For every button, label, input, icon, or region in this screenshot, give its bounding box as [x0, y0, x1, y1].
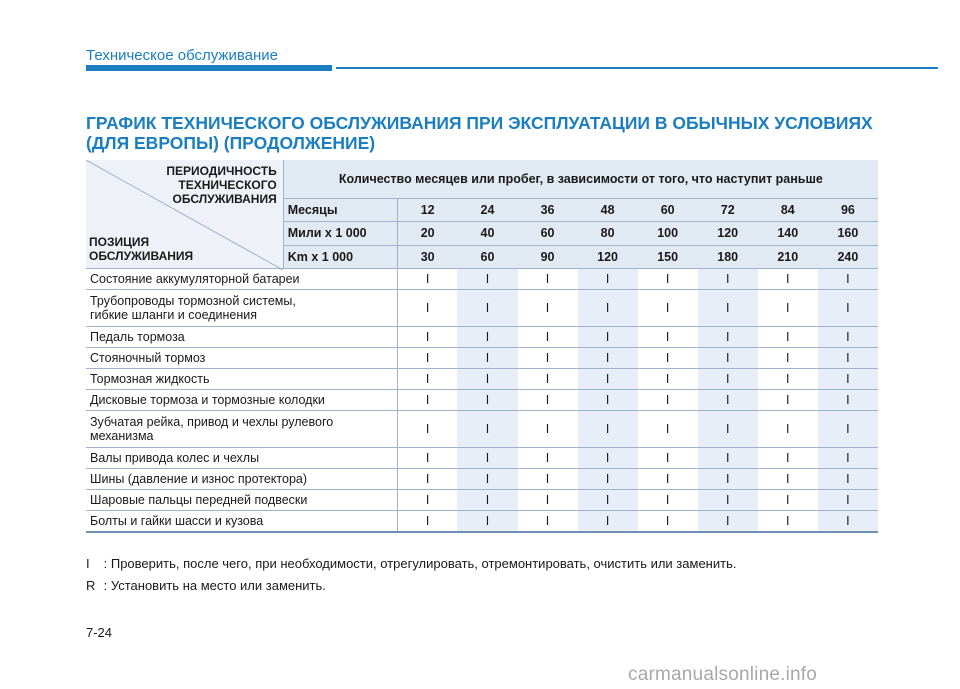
item-value: I [758, 411, 818, 448]
item-name-line: Стояночный тормоз [90, 351, 206, 365]
interval-header: Количество месяцев или пробег, в зависимости от того, что наступит раньше [283, 160, 878, 198]
interval-value: 150 [638, 245, 698, 269]
item-value: I [638, 327, 698, 348]
item-value: I [818, 411, 878, 448]
item-value: I [818, 448, 878, 469]
item-value: I [758, 369, 818, 390]
item-name [86, 490, 397, 511]
interval-value: 84 [758, 198, 818, 222]
item-value: I [397, 390, 457, 411]
item-value: I [818, 327, 878, 348]
corner-label-interval [166, 164, 276, 206]
interval-value: 96 [818, 198, 878, 222]
interval-row-label: Km x 1 000 [283, 245, 397, 269]
item-value: I [457, 490, 517, 511]
item-value: I [397, 290, 457, 327]
corner-top-line: ОБСЛУЖИВАНИЯ [172, 192, 277, 206]
item-value: I [698, 411, 758, 448]
item-value: I [698, 469, 758, 490]
item-value: I [818, 369, 878, 390]
item-value: I [698, 390, 758, 411]
item-name [86, 369, 397, 390]
item-name [86, 269, 397, 290]
item-name-line: Педаль тормоза [90, 330, 185, 344]
item-value: I [457, 369, 517, 390]
item-name-line: механизма [90, 429, 154, 443]
interval-value: 80 [578, 222, 638, 246]
table-row [86, 411, 878, 448]
item-value: I [758, 290, 818, 327]
table-body [86, 160, 878, 532]
item-value: I [457, 327, 517, 348]
item-name [86, 411, 397, 448]
legend-key: R [86, 578, 96, 593]
item-value: I [397, 269, 457, 290]
item-value: I [638, 448, 698, 469]
item-name-line: Зубчатая рейка, привод и чехлы рулевого [90, 415, 334, 429]
interval-value: 30 [397, 245, 457, 269]
item-value: I [578, 448, 638, 469]
item-name-line: Тормозная жидкость [90, 372, 210, 386]
item-value: I [578, 327, 638, 348]
item-value: I [457, 348, 517, 369]
interval-value: 90 [518, 245, 578, 269]
interval-value: 40 [457, 222, 517, 246]
item-name-line: Трубопроводы тормозной системы, [90, 294, 296, 308]
watermark: carmanualsonline.info [628, 664, 818, 685]
item-value: I [518, 490, 578, 511]
item-value: I [518, 469, 578, 490]
interval-value: 60 [457, 245, 517, 269]
item-name [86, 469, 397, 490]
item-value: I [397, 411, 457, 448]
item-value: I [397, 348, 457, 369]
interval-value: 36 [518, 198, 578, 222]
item-value: I [518, 290, 578, 327]
corner-top-line: ПЕРИОДИЧНОСТЬ [166, 164, 277, 178]
table-row [86, 290, 878, 327]
item-value: I [638, 348, 698, 369]
interval-value: 48 [578, 198, 638, 222]
item-name-line: гибкие шланги и соединения [90, 308, 258, 322]
item-value: I [397, 490, 457, 511]
interval-value: 60 [518, 222, 578, 246]
item-value: I [397, 369, 457, 390]
header-bar-thick [86, 65, 332, 71]
item-value: I [698, 327, 758, 348]
item-value: I [638, 369, 698, 390]
item-value: I [457, 290, 517, 327]
item-name-line: Состояние аккумуляторной батареи [90, 272, 300, 286]
item-value: I [758, 390, 818, 411]
table-row [86, 511, 878, 532]
item-value: I [818, 390, 878, 411]
item-value: I [698, 369, 758, 390]
item-value: I [818, 490, 878, 511]
item-value: I [638, 411, 698, 448]
item-value: I [578, 290, 638, 327]
item-value: I [518, 390, 578, 411]
interval-value: 60 [638, 198, 698, 222]
interval-row-label: Месяцы [283, 198, 397, 222]
table-row [86, 448, 878, 469]
item-value: I [457, 511, 517, 532]
table-row [86, 390, 878, 411]
item-value: I [578, 269, 638, 290]
item-value: I [698, 511, 758, 532]
item-value: I [698, 490, 758, 511]
corner-label-item [89, 235, 193, 263]
item-value: I [818, 290, 878, 327]
item-value: I [638, 490, 698, 511]
table-row [86, 327, 878, 348]
table-corner-cell [86, 160, 283, 269]
item-value: I [518, 269, 578, 290]
table-row [86, 369, 878, 390]
item-value: I [758, 269, 818, 290]
corner-bottom-line: ПОЗИЦИЯ [89, 235, 150, 249]
item-name-line: Шины (давление и износ протектора) [90, 472, 308, 486]
table-row [86, 490, 878, 511]
item-value: I [698, 348, 758, 369]
item-value: I [638, 290, 698, 327]
corner-top-line: ТЕХНИЧЕСКОГО [178, 178, 277, 192]
item-value: I [758, 448, 818, 469]
interval-value: 240 [818, 245, 878, 269]
interval-value: 160 [818, 222, 878, 246]
interval-value: 12 [397, 198, 457, 222]
interval-value: 180 [698, 245, 758, 269]
item-name [86, 448, 397, 469]
table-row [86, 269, 878, 290]
item-value: I [638, 469, 698, 490]
interval-value: 100 [638, 222, 698, 246]
item-value: I [457, 390, 517, 411]
item-value: I [578, 490, 638, 511]
interval-row-label: Мили x 1 000 [283, 222, 397, 246]
item-value: I [578, 369, 638, 390]
item-name [86, 511, 397, 532]
maintenance-schedule-table [86, 160, 878, 533]
item-value: I [457, 269, 517, 290]
page-number: 7-24 [86, 625, 113, 640]
interval-value: 140 [758, 222, 818, 246]
interval-value: 20 [397, 222, 457, 246]
item-value: I [818, 348, 878, 369]
item-value: I [578, 469, 638, 490]
item-value: I [457, 448, 517, 469]
item-value: I [578, 511, 638, 532]
interval-value: 24 [457, 198, 517, 222]
item-name [86, 327, 397, 348]
item-name-line: Валы привода колес и чехлы [90, 451, 260, 465]
item-value: I [518, 411, 578, 448]
item-value: I [818, 511, 878, 532]
table-row [86, 348, 878, 369]
item-value: I [578, 348, 638, 369]
item-name [86, 290, 397, 327]
item-value: I [818, 469, 878, 490]
legend-text: : Проверить, после чего, при необходимости, отрегулировать, отремонтировать, очистить или заменить. [103, 556, 737, 571]
interval-value: 120 [578, 245, 638, 269]
header-bar-thin [336, 67, 938, 69]
item-value: I [518, 511, 578, 532]
table-row [86, 469, 878, 490]
item-value: I [758, 490, 818, 511]
item-value: I [818, 269, 878, 290]
item-name-line: Дисковые тормоза и тормозные колодки [90, 393, 325, 407]
item-value: I [397, 469, 457, 490]
item-value: I [518, 348, 578, 369]
item-value: I [457, 469, 517, 490]
item-value: I [518, 327, 578, 348]
item-name-line: Шаровые пальцы передней подвески [90, 493, 308, 507]
legend-key: I [86, 556, 90, 571]
interval-value: 210 [758, 245, 818, 269]
item-value: I [698, 448, 758, 469]
item-value: I [518, 448, 578, 469]
item-value: I [698, 290, 758, 327]
item-value: I [758, 511, 818, 532]
legend-item [86, 556, 736, 571]
legend-text: : Установить на место или заменить. [103, 578, 326, 593]
item-value: I [578, 390, 638, 411]
item-value: I [638, 269, 698, 290]
item-value: I [698, 269, 758, 290]
interval-value: 120 [698, 222, 758, 246]
item-name [86, 390, 397, 411]
item-name [86, 348, 397, 369]
item-value: I [457, 411, 517, 448]
section-title: Техническое обслуживание [86, 47, 278, 64]
item-value: I [758, 327, 818, 348]
corner-bottom-line: ОБСЛУЖИВАНИЯ [89, 249, 194, 263]
item-value: I [518, 369, 578, 390]
interval-value: 72 [698, 198, 758, 222]
item-name-line: Болты и гайки шасси и кузова [90, 513, 264, 528]
item-value: I [397, 448, 457, 469]
header-row-interval [86, 160, 878, 198]
item-value: I [578, 411, 638, 448]
item-value: I [397, 327, 457, 348]
item-value: I [758, 348, 818, 369]
item-value: I [638, 511, 698, 532]
item-value: I [397, 511, 457, 532]
item-value: I [758, 469, 818, 490]
item-value: I [638, 390, 698, 411]
page-heading: ГРАФИК ТЕХНИЧЕСКОГО ОБСЛУЖИВАНИЯ ПРИ ЭКСПЛУАТАЦИИ В ОБЫЧНЫХ УСЛОВИЯХ (ДЛЯ ЕВРОПЫ) (ПРОДОЛЖЕНИЕ) [86, 113, 873, 153]
legend-item [86, 578, 326, 593]
